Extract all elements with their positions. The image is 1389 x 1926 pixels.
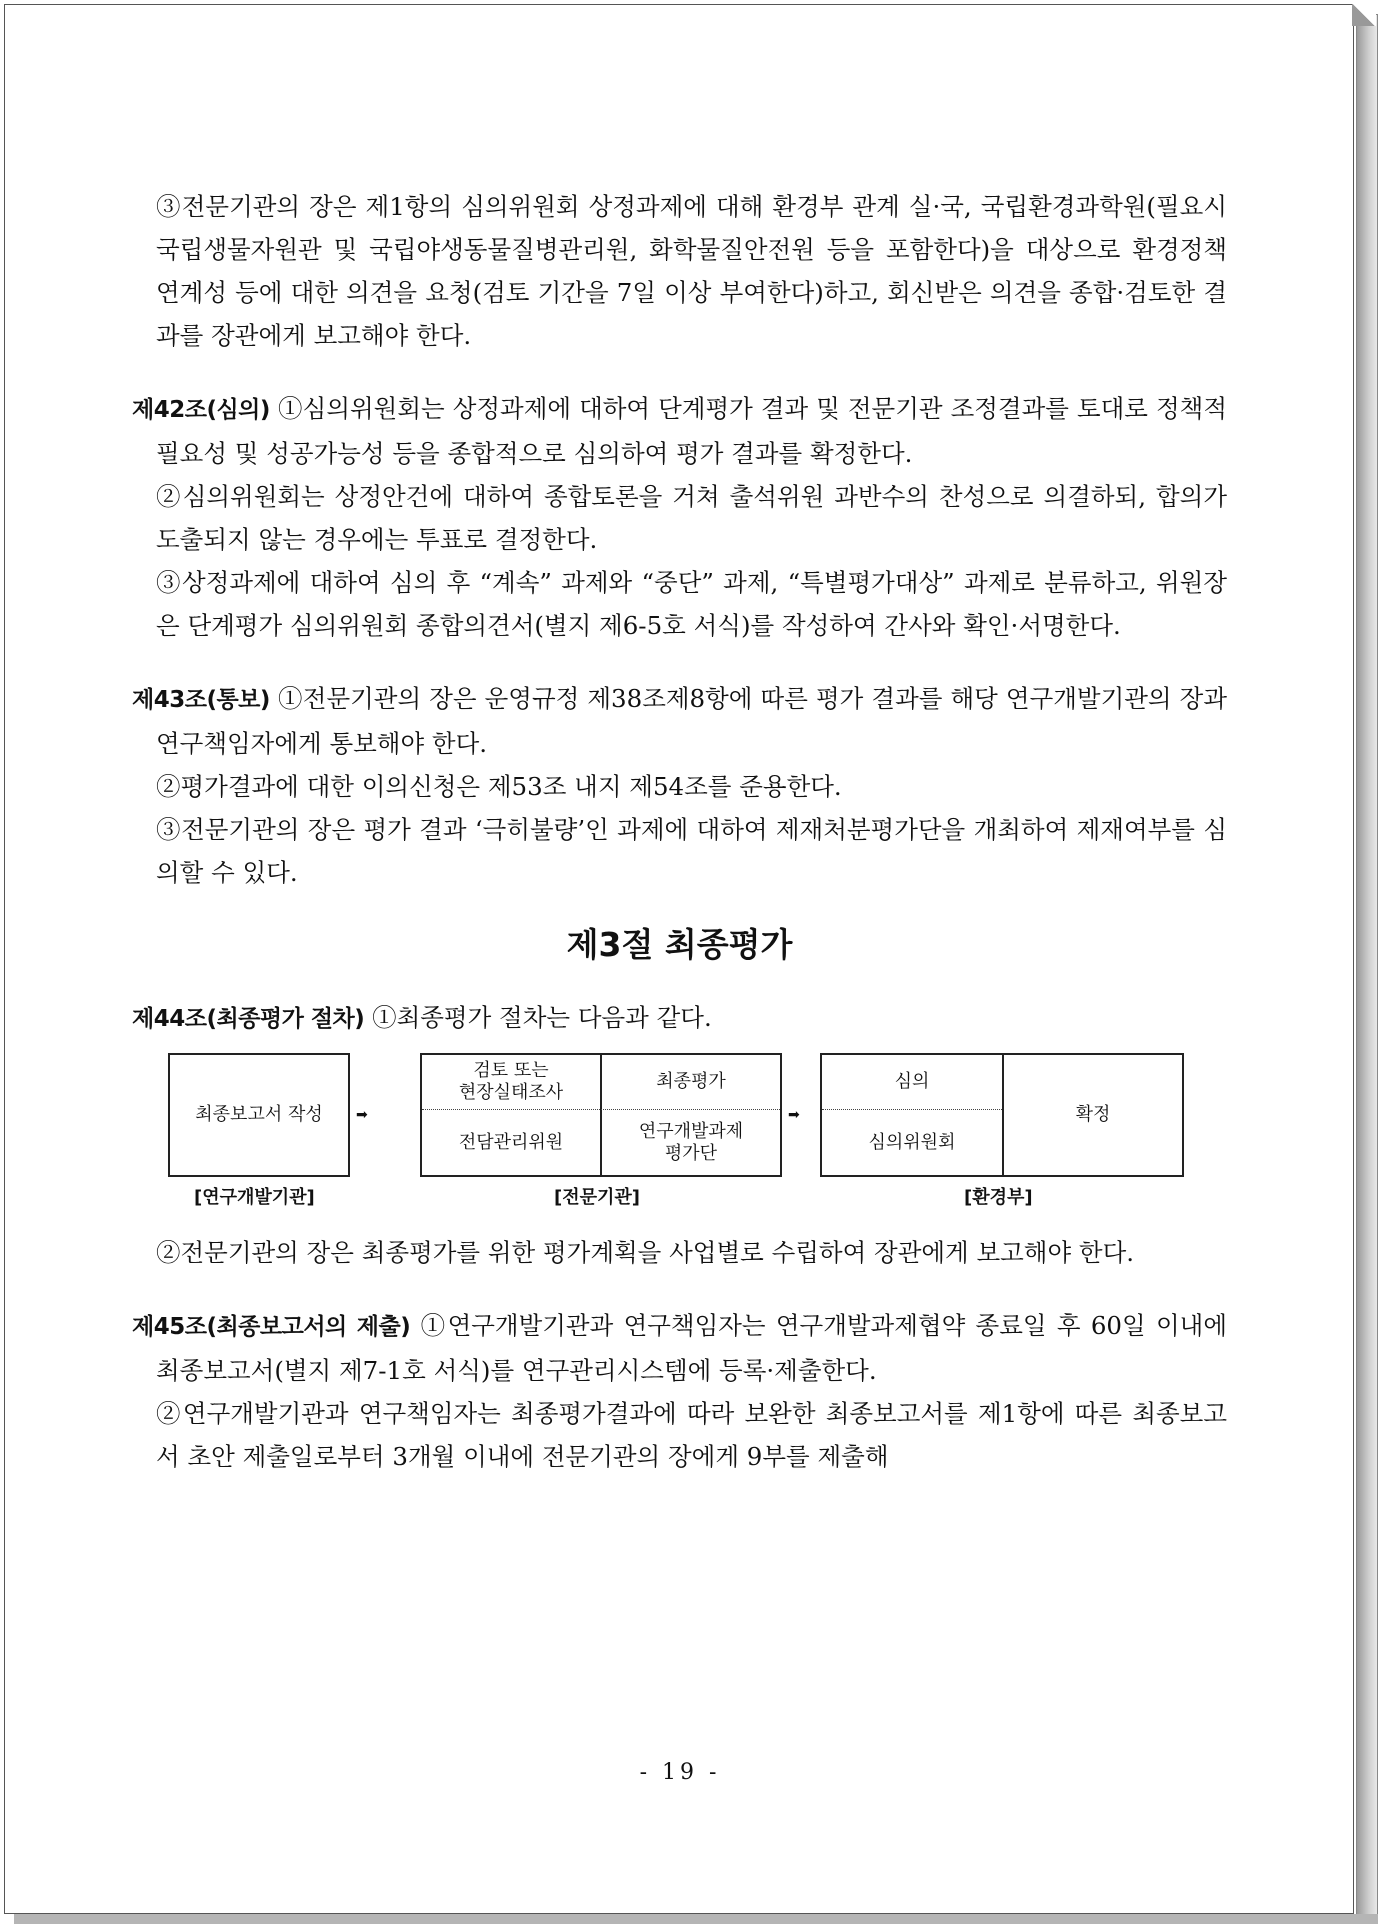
page-number: - 19 - (639, 1760, 721, 1785)
flow-cell-eval-panel-line1: 연구개발과제 (638, 1121, 744, 1142)
art42-para2: ②심의위원회는 상정안건에 대하여 종합토론을 거쳐 출석위원 과반수의 찬성으로 의결하되, 합의가 도출되지 않는 경우에는 투표로 결정한다. (156, 482, 1227, 554)
page-edge-shadow (1356, 14, 1378, 1916)
art42-para3: ③상정과제에 대하여 심의 후 “계속” 과제와 “중단” 과제, “특별평가대상” 과제로 분류하고, 위원장은 단계평가 심의위원회 종합의견서(별지 제6-5호 서식)를 작성하여 간사와 확인·서명한다. (156, 568, 1227, 640)
flow-cell-confirm (1004, 1055, 1182, 1175)
art43-title: 제43조(통보) (132, 687, 270, 713)
flow-cell-confirm-label: 확정 (1075, 1104, 1111, 1125)
page-curl-icon (1352, 4, 1376, 26)
flow-cell-deliberation-label: 심의 (894, 1071, 930, 1092)
art45-text1: ①연구개발기관과 연구책임자는 연구개발과제협약 종료일 후 60일 이내에 최종보고서(별지 제7-1호 서식)를 연구관리시스템에 등록·제출한다. (156, 1311, 1228, 1385)
art43-text1: ①전문기관의 장은 운영규정 제38조제8항에 따른 평가 결과를 해당 연구개발기관의 장과 연구책임자에게 통보해야 한다. (156, 684, 1227, 758)
art43-para3: ③전문기관의 장은 평가 결과 ‘극히불량’인 과제에 대하여 제재처분평가단을 개최하여 제재여부를 심의할 수 있다. (156, 815, 1227, 887)
art44-para2: ②전문기관의 장은 최종평가를 위한 평가계획을 사업별로 수립하여 장관에게 보고해야 한다. (156, 1238, 1135, 1267)
flow-cell-final-eval-label: 최종평가 (656, 1071, 726, 1092)
page-bottom-shadow (14, 1914, 1378, 1924)
art45-para2: ②연구개발기관과 연구책임자는 최종평가결과에 따라 보완한 최종보고서를 제1항에 따른 최종보고서 초안 제출일로부터 3개월 이내에 전문기관의 장에게 9부를 제출해 (156, 1399, 1227, 1471)
flow-cell-manager-label: 전담관리위원 (458, 1132, 564, 1153)
flow-label-agency: [전문기관] (554, 1187, 641, 1208)
section-title: 제3절 최종평가 (566, 925, 793, 964)
flow-arrow-icon: ➡ (788, 1107, 800, 1123)
document-body (132, 185, 1227, 1478)
art41-para3: ③전문기관의 장은 제1항의 심의위원회 상정과제에 대해 환경부 관계 실·국, 국립환경과학원(필요시 국립생물자원관 및 국립야생동물질병관리원, 화학물질안전원 등을 포함한다)을 대상으로 환경정책 연계성 등에 대한 의견을 요청(검토 기간을 7일 이상 부여한다)하고, 회신받은 의견을 종합·검토한 결과를 장관에게 보고해야 한다. (156, 192, 1227, 350)
flow-cell-deliberation (822, 1055, 1002, 1109)
art45-para1 (132, 1304, 1227, 1392)
art43-para1 (132, 677, 1227, 765)
art44-text1: ①최종평가 절차는 다음과 같다. (364, 1003, 712, 1032)
flow-cell-review-line1: 검토 또는 (473, 1060, 549, 1081)
art42-para1 (132, 387, 1227, 475)
flow-cell-final-eval (602, 1055, 780, 1109)
flow-box-report-label: 최종보고서 작성 (195, 1104, 323, 1125)
flow-cell-review-line2: 현장실태조사 (458, 1082, 564, 1103)
flow-label-ministry: [환경부] (964, 1187, 1033, 1208)
flow-cell-eval-panel (602, 1111, 780, 1175)
flow-cell-committee-label: 심의위원회 (868, 1132, 956, 1153)
flow-box-report (168, 1053, 350, 1177)
art44-title: 제44조(최종평가 절차) (132, 1006, 365, 1032)
flow-cell-manager (422, 1111, 600, 1175)
flow-label-rnd-institution: [연구개발기관] (194, 1187, 315, 1208)
flow-cell-review (422, 1055, 600, 1109)
final-evaluation-flow-diagram (132, 1047, 1227, 1217)
art42-title: 제42조(심의) (132, 397, 270, 423)
art43-para2: ②평가결과에 대한 이의신청은 제53조 내지 제54조를 준용한다. (156, 772, 842, 801)
flow-arrow-icon: ➡ (356, 1107, 368, 1123)
flow-cell-committee (822, 1111, 1002, 1175)
flow-cell-eval-panel-line2: 평가단 (664, 1143, 718, 1164)
art45-title: 제45조(최종보고서의 제출) (132, 1314, 411, 1340)
art44-para1 (132, 996, 1227, 1041)
art42-text1: ①심의위원회는 상정과제에 대하여 단계평가 결과 및 전문기관 조정결과를 토대로 정책적 필요성 및 성공가능성 등을 종합적으로 심의하여 평가 결과를 확정한다. (156, 394, 1227, 468)
